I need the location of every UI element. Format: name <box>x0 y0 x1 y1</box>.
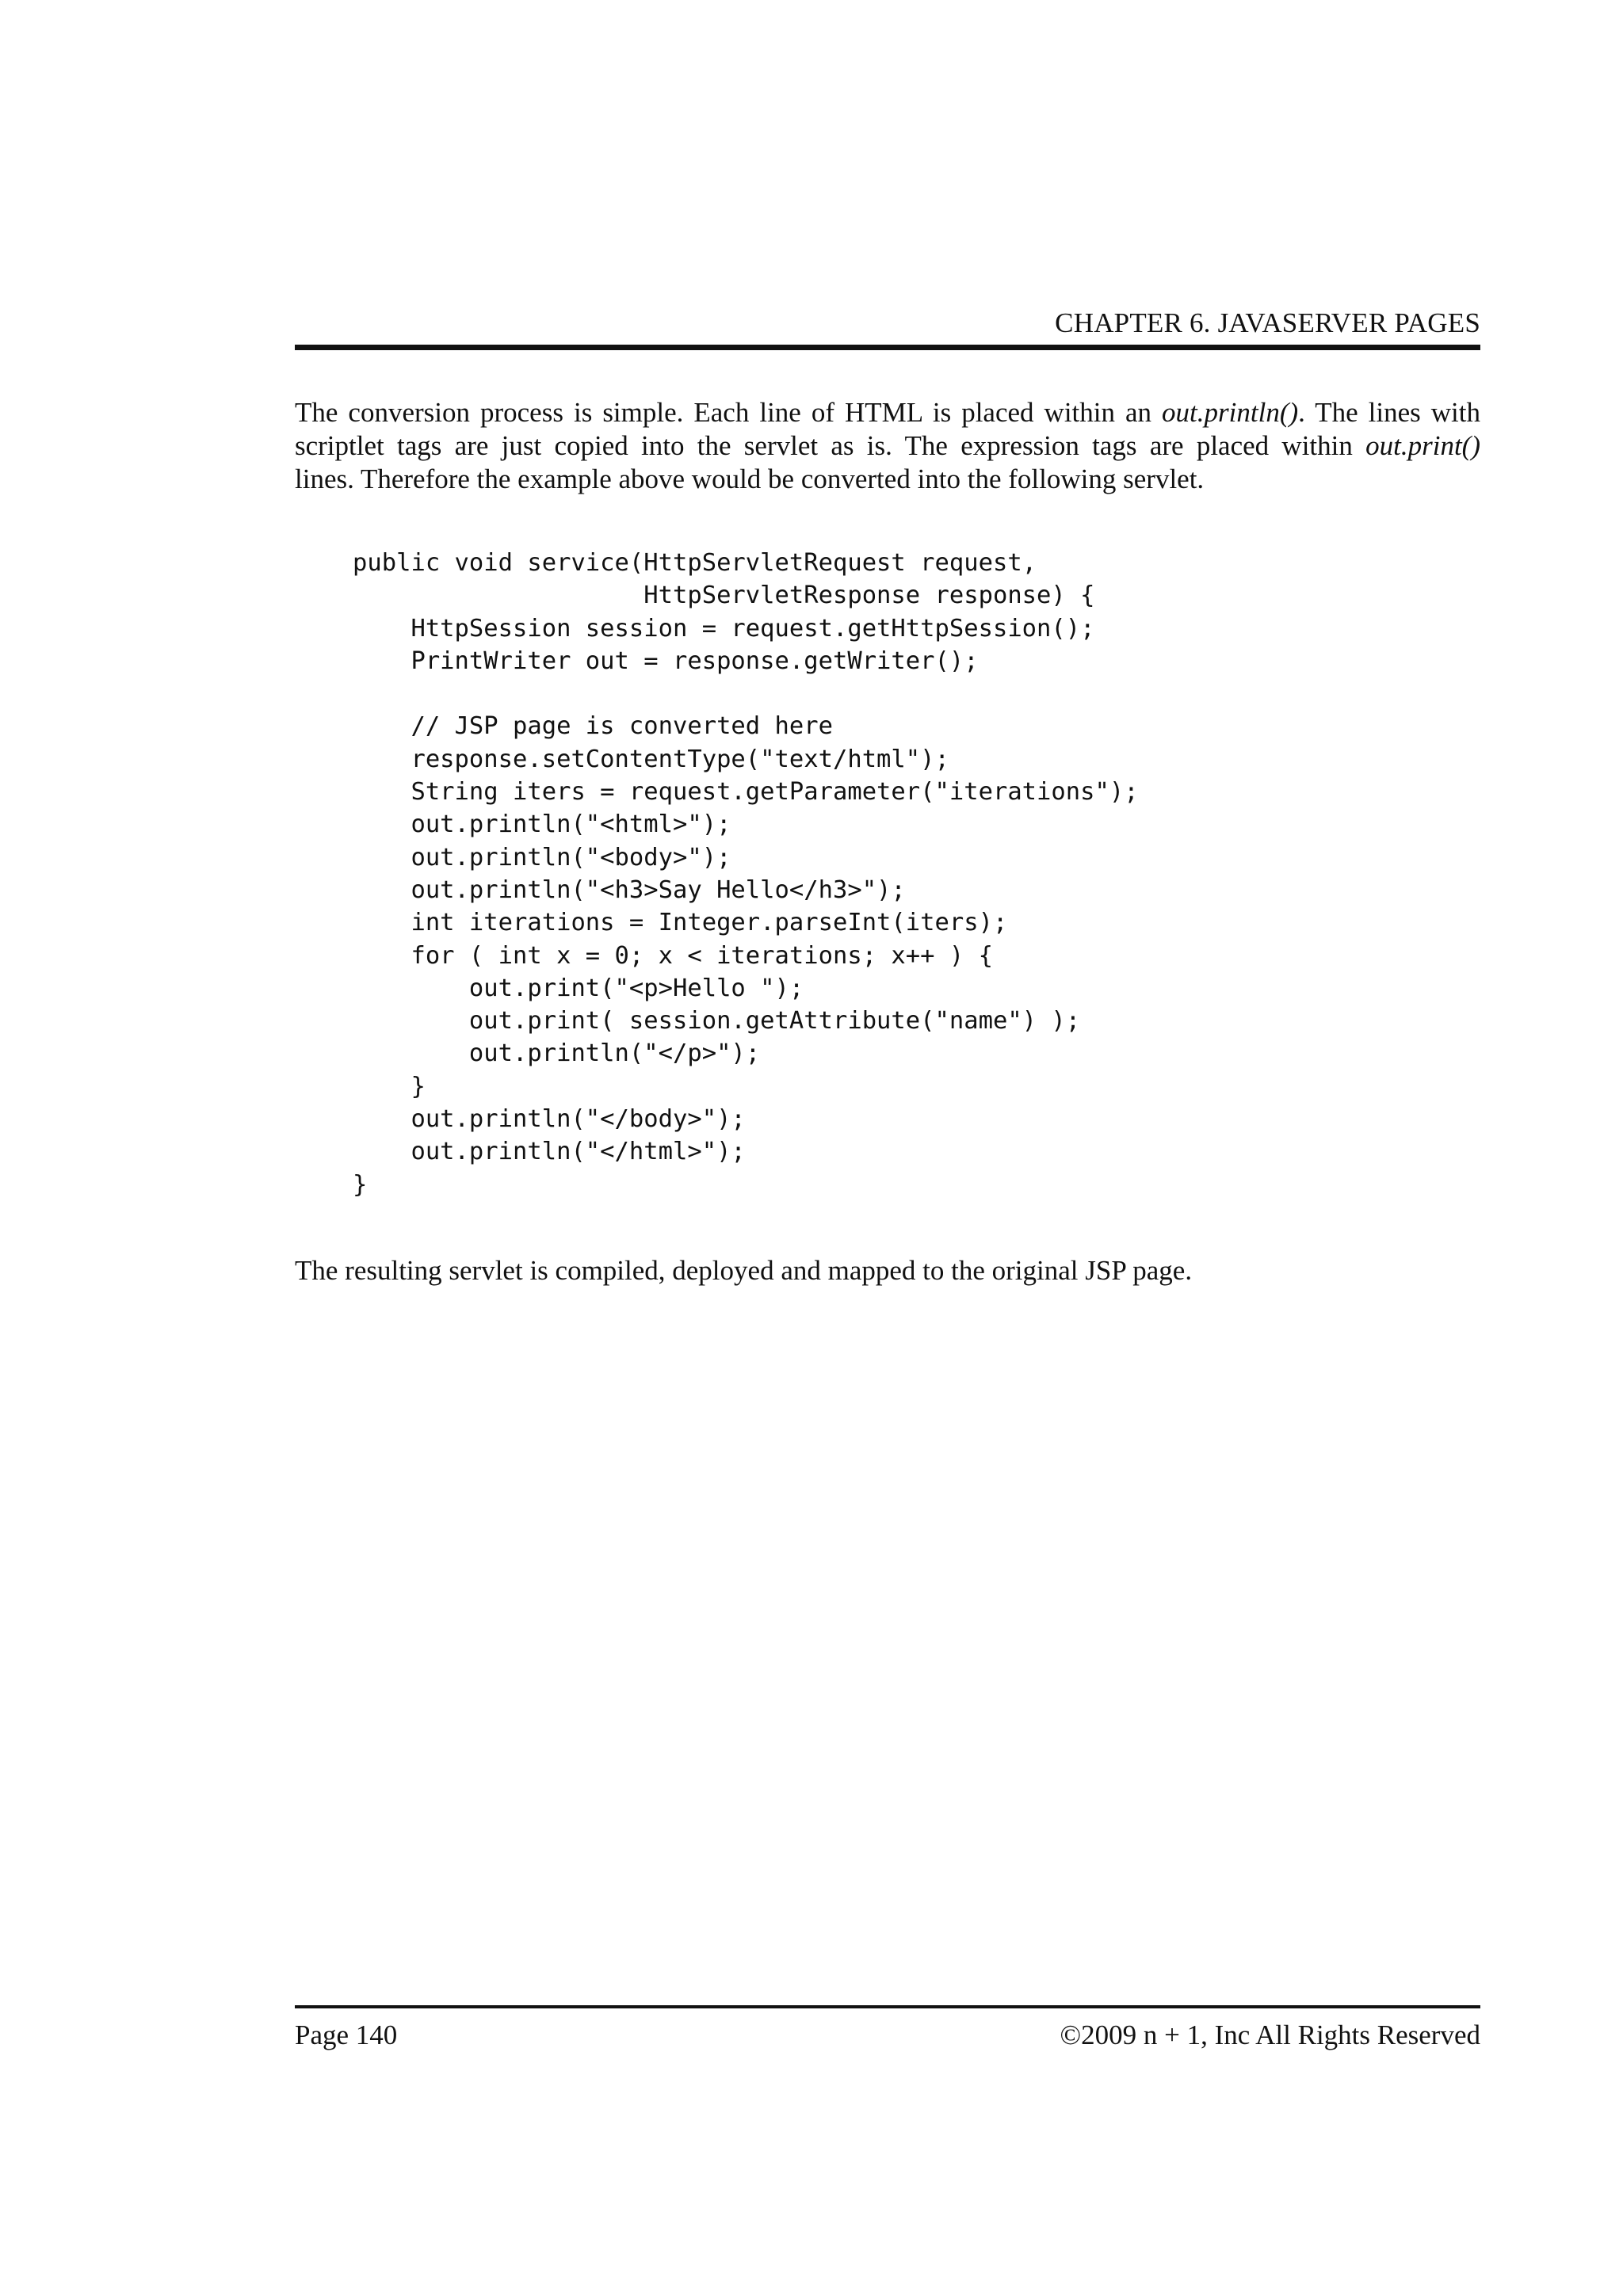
intro-line-2-text: scriptlet tags are just copied into the servlet as is. The expression tags are placed within <box>295 430 1366 461</box>
intro-paragraph <box>295 396 1480 496</box>
servlet-code-listing: public void service(HttpServletRequest request, HttpServletResponse response) { HttpSession session = request.getHttpSession(); PrintWriter out = response.getWriter(); // JSP page is converted here response.setContentType("text/html"); String iters = request.getParameter("iterations"); out.println("<html>"); out.println("<body>"); out.println("<h3>Say Hello</h3>"); int iterations = Integer.parseInt(iters); for ( int x = 0; x < iterations; x++ ) { out.print("<p>Hello "); out.print( session.getAttribute("name") ); out.println("</p>"); } out.println("</body>"); out.println("</html>"); } <box>353 549 1139 1199</box>
running-head: CHAPTER 6. JAVASERVER PAGES <box>1055 307 1480 338</box>
intro-line-3: lines. Therefore the example above would be converted into the following servlet. <box>295 463 1205 494</box>
intro-line-2 <box>295 429 1480 463</box>
footer-rule <box>295 2005 1480 2008</box>
println-method: out.println() <box>1162 397 1299 428</box>
copyright-notice: ©2009 n + 1, Inc All Rights Reserved <box>1060 2019 1480 2050</box>
page-number: Page 140 <box>295 2019 398 2050</box>
intro-line-1-text: The conversion process is simple. Each line of HTML is placed within an <box>295 397 1163 428</box>
intro-line-1-tail: . The lines with <box>1298 397 1480 428</box>
outro-paragraph: The resulting servlet is compiled, deployed and mapped to the original JSP page. <box>295 1255 1193 1286</box>
print-method: out.print() <box>1365 430 1480 461</box>
header-rule <box>295 345 1480 350</box>
intro-line-1 <box>295 396 1480 429</box>
